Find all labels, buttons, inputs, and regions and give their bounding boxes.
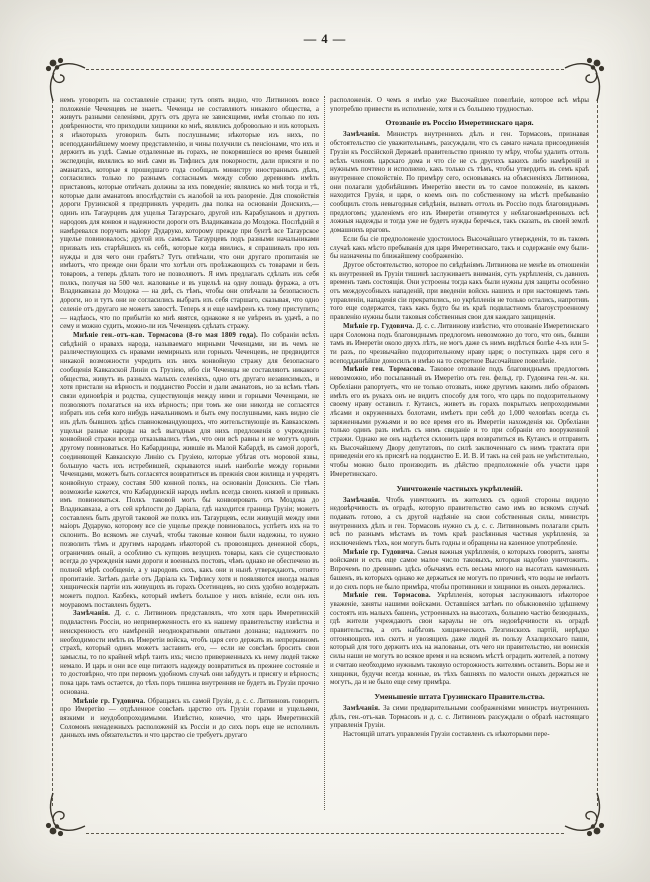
paragraph-text: Чтобъ уничтожить въ жителяхъ съ одной стороны видную недовѣрчивость въ оградѣ, которую правительство само имъ во всякомъ случаѣ подавать готово, а съ другой надѣяніе на свои собственныя силы, министръ внутреннихъ дѣлъ и ген. Тормасовъ нужно съ д. с. с. Литвиновымъ полагали срыть всѣ по разнымъ мѣстамъ въ томъ краѣ разсѣянныя частныя укрѣпленія, за исключеніемъ тѣхъ, кои могутъ быть годны и обращены на казенное употребленіе. <box>330 495 589 548</box>
paragraph-text: Другое обстоятельство, которое по свѣдѣніямъ Литвинова не менѣе въ отношеніи къ внутренней въ Грузіи тишинѣ заслуживаетъ вниманія, суть укрѣпленія, съ давнихъ временъ тамъ состоящія. Они устроены тогда какъ были нужны для защиты особенно отъ междоусобныхъ нападеній, при введеніи войскъ нашихъ и при настоящемъ тамъ управленіи, нападенія сіи прекратились, но укрѣпленія не только остались, напротивъ того еще содержатся, такъ какъ будто бы въ краѣ подвластномъ благоустроенному правленію нужны были таковыя собственныя свои для каждаго защищенія. <box>330 260 589 322</box>
paragraph <box>60 96 319 331</box>
paragraph-lead: Мнѣніе ген. Тормасова. <box>343 591 431 600</box>
paragraph-text: Обращаясь къ самой Грузіи, д. с. с. Литвиновъ говоритъ про Имеретію — отдѣленное совсѣмъ царство отъ Грузіи горами и ущельями, вязкими и неудобопроходимыми. Извѣстно, конечно, что царь Имеретинскій Соломонъ ненадежныхъ расположеній къ Россіи и до сихъ поръ еще не исполнилъ данныхъ имъ обязательствъ и что царство сіе требуетъ другаго <box>60 696 319 740</box>
paragraph <box>330 704 589 730</box>
paragraph <box>330 261 589 322</box>
paragraph-lead: Мнѣніе гр. Гудовича. <box>343 547 416 556</box>
paragraph-lead: Замѣчанія. <box>343 704 381 712</box>
paragraph-text: Министръ внутреннихъ дѣлъ и ген. Тормасовъ, признавая обстоятельство сіе уважительнымъ, разсуждали, что съ самаго начала присоединенія Грузіи къ Россійской Державѣ правительство приняло ту мѣру, чтобы удалить оттоль всѣхъ членовъ царскаго дома и что сіе не съ другихъ какихъ либо намѣреній и нужнымъ почтено и исполнено, какъ только съ тѣмъ, чтобы утвердить въ семъ краѣ внутреннее спокойствіе. По примѣру сего, основываясь на объясненіяхъ Литвинова, они полагали удобнѣйшимъ Имеретію ввести въ то самое положеніе, въ какомъ находится Грузія, и царя, о коемъ онъ по собственному на мѣстѣ пребыванію сообщилъ столь невыгодныя свѣдѣнія, вызвать оттоль въ Россію подъ благовиднымъ предлогомъ; удаленіемъ его изъ Имеретіи отнимутся у неблагонамѣренныхъ всѣ ложныя надежды и тогда уже не будетъ нужды беречься, такъ сказать, въ своей землѣ домашнихъ враговъ. <box>330 130 589 235</box>
border-bottom-line <box>86 833 564 834</box>
column-divider <box>324 96 325 810</box>
paragraph-text: За сими предварительными соображеніями министръ внутреннихъ дѣлъ, ген.-отъ-кав. Тормасовъ и д. с. с. Литвиновъ разсуждали о образѣ настоящаго управленія Грузіи. <box>330 704 589 730</box>
paragraph <box>330 96 589 113</box>
border-right-line <box>597 100 598 806</box>
paragraph-text: Укрѣпленія, которыя заслуживаютъ нѣкоторое уваженіе, заняты нашими войсками. Оставшіяся затѣмъ по обыкновенію здѣшнему состоятъ изъ малыхъ башенъ, устроенныхъ на высотахъ, большею частію безводныхъ, гдѣ жители учреждаютъ свои караулы не отъ недовѣрчивости къ оградѣ правительства, а отъ набѣговъ хищническихъ Лезгинскихъ партій, нерѣдко отгоняющихъ ихъ скотъ и увозящихъ даже людей въ пользу Ахалцихскаго паши, который для того держитъ ихъ на жалованьи, отъ чего ни правительство, ни воинскія силы наши не могутъ во всякое время и на всякомъ мѣстѣ оградить жителей, а потому и считаю необходимо нужнымъ таковую осторожность жителямъ оставить. Воры же и хищники, будучи всегда конные, въ тѣхъ башняхъ по малости оныхъ держаться не могутъ, да и не было еще сему примѣра. <box>330 591 589 687</box>
paragraph <box>60 609 319 696</box>
section-heading-georgian-government-staff: Уменьшеніе штата Грузинскаго Правительства. <box>374 692 545 701</box>
paragraph-lead: Замѣчанія. <box>343 130 381 139</box>
paragraph-text: Если бы сіе предположеніе удостоилось Высочайшаго утвержденія, то въ такомъ случаѣ какъ мѣсто пребыванія для царя Имеретинскаго, такъ и содержаніе ему были-бы назначены по ближайшему соображенію. <box>330 234 589 261</box>
paragraph-lead: Мнѣніе гр. Гудовича. <box>73 696 146 705</box>
paragraph <box>330 496 589 548</box>
paragraph-text: Д. с. с. Литвинову извѣстно, что отозваніе Имеретинскаго царя Соломона подъ благовиднымъ предлогомъ невозможно до того, что онъ, бывши тамъ въ Имеретіи около двухъ лѣтъ, не могъ даже съ нимъ видѣться болѣе 4-хъ или 5-ти разъ, по чрезвычайно подозрительному нраву царя; о поступкахъ царя сего я всеподданнѣйше доносилъ и имѣю на то секретное Высочайшее повелѣніе. <box>330 321 589 365</box>
paragraph-text: Таковое отозваніе подъ благовиднымъ предлогомъ невозможно, ибо посыланный въ Имеретію отъ ген. фельд. гр. Гудовича ген.-м. кн. Орбеліани рапортуетъ, что не только отозвать, ниже другимъ какимъ либо образомъ имѣть его въ рукахъ онъ не видитъ способу для того, что царь по подозрительному своему нраву оставилъ г. Кутаисъ, живетъ въ горахъ покрытыхъ непроходимыми лѣсами и окруженныхъ болотами, имѣетъ при себѣ до 1,000 человѣкъ всегда съ заряженными ружьями и во все время его въ Имеретіи нахожденія кн. Орбеліани только одинъ разъ имѣлъ съ нимъ свиданіе и то при собраніи его вооруженной стражи. Однако же онъ надѣется склонить царя возвратиться въ Кутаисъ и отправить къ Высочайшему Двору депутатовъ, по силѣ заключеннаго съ нимъ трактата при приведеніи его къ присягѣ на подданство Е. И. В. И такъ на сей разъ не умѣстительно, чтобы можно было производить въ дѣйство предположеніе объ участи царя Имеретинскаго. <box>330 365 589 478</box>
paragraph-text: расположенія. О чемъ я имѣю уже Высочайшее повелѣніе, которое всѣ мѣры употреблю привести въ исполненіе, хотя и съ большею трудностью. <box>330 96 589 113</box>
paragraph <box>60 331 319 610</box>
page-number: — 4 — <box>303 32 347 46</box>
paragraph-text: Самыя важныя укрѣпленія, о которыхъ говоритъ, заняты войсками и есть еще самое малое число таковыхъ, которыя надобно уничтожить. Впрочемъ по древнимъ здѣсь обычаямъ есть весьма много на высотахъ каменныхъ башенъ, въ которыхъ однако же держаться не могутъ по причинѣ, что воды не имѣютъ и до сихъ поръ не было примѣра, чтобы противники и хищники въ оныхъ держались. <box>330 547 589 591</box>
paragraph-lead: Мнѣніе ген.-отъ-кав. Тормасова (8-го мая 1809 года). <box>73 330 258 339</box>
paragraph-text: Д. с. с. Литвиновъ представлялъ, что хотя царь Имеретинскій подвластенъ Россіи, но неприверженность его къ нашему правительству извѣстна и неискренность его намѣреній неоднократными опытами дознана; надлежитъ по необходимости имѣть въ Имеретіи войска, чтобъ царя сего держать въ непрерывномъ страхѣ, который одинъ можетъ заставить его, — если не совсѣмъ бросить свои замыслы, то по крайней мѣрѣ таить ихъ; число приверженныхъ къ нему людей также немало. И царь и они все еще питаютъ надежду возвратиться въ прежнее состояніе и то достовѣрно, что при первомъ удобномъ случаѣ они забудутъ и присягу и вѣрность; пока царь тамъ остается, до тѣхъ поръ тишина внутренняя не будетъ въ Грузіи прочно основана. <box>60 609 319 696</box>
section-heading-imeretian-tsar: Отозваніе въ Россію Имеретинскаго царя. <box>385 118 534 128</box>
paragraph-text: немъ уговорить на составленіе стражи; тутъ опять видно, что Литвиновъ вовсе положеніе Чеченцевъ не знаетъ. Чеченцы не составляютъ никакого общества, а живутъ разными селеніями, другъ отъ друга не зависящими, имѣя столько по ихъ довѣренности, что приходили хищники ко мнѣ, являлись добровольно и изъ которыхъ я нѣкоторыхъ уговорилъ быть послушными; нѣкоторые изъ нихъ, по всеподданнѣйшему моему представленію, и чины получили съ пенсіонами, что ихъ и держитъ въ уздѣ. Самые отдаленные въ горахъ, не покорявшіеся во время бывшей экспедиціи, являлись ко мнѣ сами въ Тифлисъ для покорности, дали присяги и по аманатахъ, которые я прошедшаго года сообщалъ министру иностранныхъ дѣлъ, согласились только по разнымъ согласнымъ между собою деревнямъ имѣть приставовъ, которые отвѣчать должны за ихъ поведеніе; являлись ко мнѣ тогда и тѣ, которые дали аманатовъ впослѣдствіи съ жалобой за ихъ разореніе. Для спокойствія дороги Грузинской я предпринялъ учредить два полка на основаніи Донскихъ,— одинъ изъ Тагаурцевъ для ущелья Тагаурскаго, другой изъ Карабулаковъ и другихъ народовъ для конвоя и надежности дороги отъ Владикавказа до Моздока. Послѣдній я намѣревался поручить маіору Дударуко, которому прежде при бунтѣ все Тагаурское ущелье повиновалось; другой изъ самыхъ Тагаурцевъ подъ разными начальниками призвалъ ихъ старѣйшихъ къ себѣ, которые когда явились, я спрашивалъ про ихъ нужды и для чего они грабятъ? Тутъ отвѣчали, что они другаго пропитанія не имѣютъ, что прежде они брали что хотѣли отъ проѣзжающихъ съ товарами и безъ товаровъ, а теперь дѣлать того не позволяютъ. Я имъ предлагалъ сдѣлать изъ себя полкъ, получая на 500 чел. жалованье и въ ущельѣ на одну лошадь фуража, а отъ Владикавказа до Моздока — на двѣ, съ тѣмъ, чтобы они отвѣчали за безопасность дороги, но и тутъ они не согласились выбрать изъ себя старшаго, сказывая, что одно селеніе отъ другаго не можетъ завостѣ. Теперь я и еще намѣренъ къ тому приступить; — надѣюсь, что по прибытіи ко мнѣ явятся, однакоже я не увѣренъ въ удачѣ, а по сему и можно судить, можно-ли изъ Чеченцевъ сдѣлать стражу. <box>60 96 319 331</box>
paragraph <box>330 130 589 234</box>
border-left-line <box>52 100 53 806</box>
left-column <box>60 96 319 810</box>
section-heading-private-fortifications: Уничтоженіе частныхъ укрѣпленій. <box>396 483 523 493</box>
paragraph-lead: Мнѣніе ген. Тормасова. <box>343 365 427 374</box>
text-body <box>60 96 590 810</box>
paragraph <box>330 591 589 687</box>
right-column <box>330 96 589 810</box>
paragraph <box>330 548 589 592</box>
paragraph <box>330 235 589 261</box>
paragraph-lead: Мнѣніе гр. Гудовича. <box>343 321 415 330</box>
paragraph-lead: Замѣчанія. <box>343 495 381 504</box>
paragraph-text: Настоящій штатъ управленія Грузіи составленъ съ нѣкоторыми пере- <box>343 730 550 739</box>
paragraph <box>330 730 589 739</box>
paragraph <box>330 365 589 478</box>
paragraph <box>60 697 319 741</box>
paragraph-lead: Замѣчанія. <box>73 609 111 618</box>
border-top-line <box>86 69 564 70</box>
paragraph-text: По собраніи всѣхъ свѣдѣній о нравахъ народа, называемаго мирными Чеченцами, ни въ чемъ не различествующихъ съ нравами немирныхъ или горныхъ Чеченцевъ, не предвидится никакой возможности учредить изъ нихъ конвойную стражу для безопаснаго сообщенія Кавказской Линіи съ Грузіею, ибо сіи Чеченцы не составляютъ никакого общества, живутъ въ разныхъ малыхъ селеніяхъ, одно отъ другаго независимыхъ, и хотя пристали на вѣрность и подданство Россіи и дали аманатовъ, но за всѣмъ тѣмъ связи единовѣрія и родства, существующія между ними и горными Чеченцами, не позволяютъ полагаться на ихъ вѣрность; при томъ же они никогда не согласятся избрать изъ себя кого нибудь начальникомъ и быть ему послушными, какъ видно сіе изъ дѣлъ бывшихъ здѣсь главнокомандующихъ, что жительствующіе въ Кавказскомъ ущельи разные народы на всѣ выгодныя для нихъ предложенія о учрежденіи конвойной стражи всегда отказывались тѣмъ, что они всѣ равны и не могутъ одинъ другому повиноваться. Но Кабардинцы, жившіе въ Малой Кабардѣ, въ самой дорогѣ, соединяющей Кавказскую Линію съ Грузіею, которые убѣгая отъ моровой язвы, большую часть ихъ истребившей, скрываются нынѣ наиболѣе между горными Чеченцами, можетъ быть согласятся возвратиться въ прежнія свои жилища и учредятъ конвойную стражу, составя 500 конной полкъ, на основаніи Донскихъ. Сіе тѣмъ возможнѣе кажется, что Кабардинскій народъ имѣлъ всегда своихъ князей и привыкъ имъ повиноваться. Полкъ таковой могъ бы конвоировать отъ Моздока до Владикавказа, а отъ сей крѣпости до Даріала, гдѣ находится граница Грузіи; можетъ составленъ быть другой таковой же полкъ изъ Тагаурцевъ, если живущій между ими маіоръ Дударуко, которому все сіе ущелье прежде повиновалось, успѣетъ ихъ на то склонить. Во всякомъ же случаѣ, чтобы таковые конвои были надежны, то нужно позволить тѣмъ и другимъ народамъ нѣкоторой съ провозящихъ денежной сборъ, ограничивъ оный, а особливо съ купцовъ везущихъ товары, какъ сіе существовало всегда до учрежденія нами дороги и военныхъ постовъ, чѣмъ однако не обеспечено въ полной мѣрѣ сообщеніе, а у народовъ сихъ, какъ они и нынѣ утверждаютъ, отнято пропитаніе. Затѣмъ далѣе отъ Даріала къ Тифлису хотя и появляются иногда малыя хищническія партіи изъ живущихъ въ горахъ Осетинцевъ, но сихъ удобно воздержать можетъ подпол. Казбекъ, который имѣетъ большое у нихъ вліяніе, если онъ ихъ моуравомъ поставленъ будетъ. <box>60 330 319 609</box>
paragraph <box>330 322 589 366</box>
